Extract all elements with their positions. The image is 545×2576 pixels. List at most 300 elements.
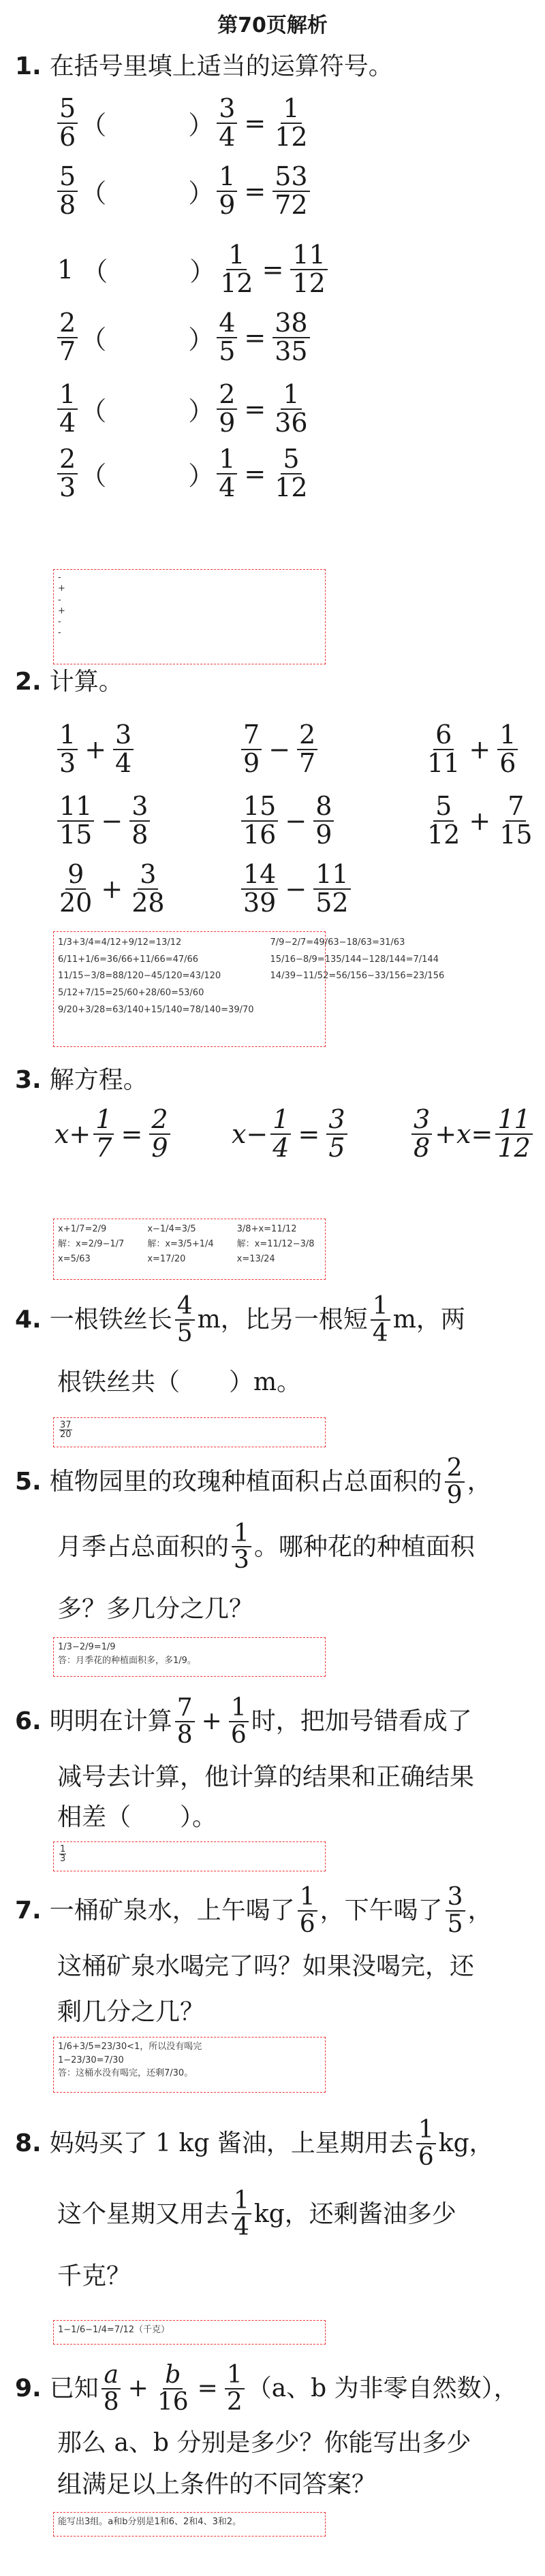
denominator: 9 xyxy=(243,747,260,778)
answers-right-column xyxy=(270,935,445,1044)
equals-sign: = xyxy=(197,2374,218,2403)
fill-operator-row xyxy=(54,446,313,502)
numerator: 1 xyxy=(232,1521,251,1548)
answers-left-column xyxy=(58,935,254,1044)
fraction xyxy=(313,793,334,849)
fraction xyxy=(272,446,309,502)
denominator: 9 xyxy=(219,407,236,438)
answer-box-5 xyxy=(53,1637,326,1677)
text: m，两 xyxy=(392,1306,465,1334)
numerator: b xyxy=(163,2362,183,2389)
denominator: 12 xyxy=(497,1132,531,1163)
answer-operator: - xyxy=(58,617,61,627)
answer-box-2 xyxy=(53,931,445,1047)
paren-open: （ xyxy=(80,178,107,209)
numerator: 5 xyxy=(281,446,301,474)
text: 时，把加号错看成了 xyxy=(251,1707,472,1736)
numerator: 1 xyxy=(281,381,301,410)
fraction xyxy=(446,1884,465,1937)
equals-sign: = xyxy=(298,1118,320,1149)
answer-line: 1/3−2/9=1/9 xyxy=(58,1642,116,1652)
numerator: 1 xyxy=(57,381,78,410)
answer-operator: + xyxy=(58,605,65,616)
text: ， xyxy=(467,1897,493,1925)
fraction xyxy=(57,861,94,917)
question-text: 解方程。 xyxy=(49,1066,148,1094)
text: 。哪种花的种植面积 xyxy=(253,1532,475,1561)
numerator: 4 xyxy=(217,310,237,338)
denominator: 12 xyxy=(292,268,326,298)
fraction xyxy=(155,2362,191,2415)
fraction xyxy=(272,163,309,219)
numerator: 9 xyxy=(65,861,86,890)
fraction xyxy=(313,861,350,917)
numerator: 4 xyxy=(175,1293,195,1321)
fraction xyxy=(297,722,317,777)
operator: − xyxy=(101,805,123,836)
numerator: 1 xyxy=(226,242,247,270)
question-6 xyxy=(15,1695,474,1833)
numerator: 11 xyxy=(495,1106,532,1135)
denominator: 4 xyxy=(272,1132,290,1163)
fraction xyxy=(218,242,255,297)
denominator: 12 xyxy=(275,121,308,152)
denominator: 5 xyxy=(328,1132,345,1163)
denominator: 12 xyxy=(275,472,308,502)
answer-line: 7/9−2/7=49/63−18/63=31/63 xyxy=(270,937,405,948)
denominator: 5 xyxy=(176,1319,193,1347)
answer-line: 3/8+x=11/12 xyxy=(236,1224,297,1234)
denominator: 35 xyxy=(275,336,308,366)
equation-text: +x= xyxy=(435,1118,493,1149)
question-text: 在括号里填上适当的运算符号。 xyxy=(49,52,393,80)
answer-line: 11/15−3/8=88/120−45/120=43/120 xyxy=(58,971,221,982)
numerator: 11 xyxy=(313,861,350,890)
numerator: 1 xyxy=(93,1106,114,1135)
equals-sign: = xyxy=(244,176,266,206)
fill-operator-row xyxy=(54,242,330,297)
denominator: 8 xyxy=(176,1720,193,1749)
denominator: 9 xyxy=(219,189,236,220)
fraction xyxy=(229,1695,249,1748)
text: 组满足以上条件的不同答案？ xyxy=(57,2470,377,2498)
numerator: 5 xyxy=(57,95,78,124)
denominator: 8 xyxy=(414,1132,431,1163)
operator: − xyxy=(268,734,291,764)
text: 根铁丝共（ ）m。 xyxy=(57,1368,302,1396)
fraction xyxy=(93,1106,114,1162)
calc-problem xyxy=(54,793,153,849)
fraction xyxy=(217,163,237,219)
numerator: 1 xyxy=(225,2362,245,2389)
answer-line: 1−1/6−1/4=7/12（千克） xyxy=(58,2325,170,2335)
question-8 xyxy=(15,2117,494,2291)
fill-operator-row xyxy=(54,95,313,151)
calc-problem xyxy=(422,793,538,849)
text: ，下午喝了 xyxy=(320,1897,443,1925)
operator: − xyxy=(285,873,307,904)
denominator: 3 xyxy=(234,1546,249,1575)
answer-line: x−1/4=3/5 xyxy=(147,1224,196,1234)
answer-line: 能写出3组。a和b分别是1和6、2和4、3和2。 xyxy=(58,2517,242,2527)
answer-box-1 xyxy=(53,569,326,664)
question-2 xyxy=(15,667,533,696)
answer-line: 答：这桶水没有喝完，还剩7/30。 xyxy=(58,2068,193,2078)
question-number: 5. xyxy=(15,1468,42,1496)
numerator: 1 xyxy=(497,722,518,750)
numerator: 3 xyxy=(411,1106,432,1135)
numerator: 11 xyxy=(290,242,327,270)
denominator: 20 xyxy=(59,887,93,918)
fraction xyxy=(175,1695,195,1748)
answer-box-8 xyxy=(53,2320,326,2345)
question-4 xyxy=(15,1293,465,1398)
number: 1 xyxy=(57,254,74,285)
answer-operator: - xyxy=(58,573,61,583)
text: 已知 xyxy=(49,2374,99,2403)
answer-line: x+1/7=2/9 xyxy=(58,1224,107,1234)
answer-line: 1/6+3/5=23/30<1，所以没有喝完 xyxy=(58,2042,202,2052)
denominator: 16 xyxy=(157,2387,189,2416)
numerator: 1 xyxy=(57,722,78,750)
fraction xyxy=(497,793,534,849)
fraction xyxy=(371,1293,390,1347)
denominator: 36 xyxy=(275,407,308,438)
numerator: a xyxy=(102,2362,120,2389)
equals-sign: = xyxy=(244,393,266,424)
denominator: 4 xyxy=(234,2213,249,2242)
answer-line: 1−23/30=7/30 xyxy=(58,2055,124,2065)
plus-sign: + xyxy=(127,2374,149,2403)
question-5 xyxy=(15,1455,492,1624)
numerator: 2 xyxy=(217,381,237,410)
numerator: 7 xyxy=(175,1695,195,1722)
denominator: 4 xyxy=(115,747,132,778)
answer-operator: - xyxy=(58,628,61,639)
numerator: 2 xyxy=(149,1106,170,1135)
question-9 xyxy=(15,2362,518,2500)
denominator: 7 xyxy=(299,747,316,778)
denominator: 6 xyxy=(499,747,516,778)
plus-sign: + xyxy=(201,1707,222,1736)
paren-open: （ xyxy=(82,257,108,287)
denominator: 5 xyxy=(447,1910,463,1938)
text: m，比另一根短 xyxy=(197,1306,368,1334)
fraction xyxy=(272,310,309,366)
numerator: 1 xyxy=(371,1293,390,1321)
numerator: 7 xyxy=(241,722,262,750)
question-number: 2. xyxy=(15,668,42,696)
answer-line: 15/16−8/9=135/144−128/144=7/144 xyxy=(270,954,439,965)
equation xyxy=(54,1106,173,1162)
numerator: 1 xyxy=(281,95,301,124)
fraction xyxy=(272,381,309,437)
paren-close: ） xyxy=(189,257,216,287)
numerator: 3 xyxy=(326,1106,347,1135)
denominator: 72 xyxy=(275,189,308,220)
numerator: 5 xyxy=(433,793,454,822)
fraction xyxy=(175,1293,195,1347)
numerator: 2 xyxy=(57,310,78,338)
operator: − xyxy=(285,805,307,836)
fraction xyxy=(326,1106,347,1162)
numerator: 8 xyxy=(313,793,334,822)
paren-open: （ xyxy=(80,110,107,141)
fraction xyxy=(241,793,278,849)
denominator: 20 xyxy=(60,1430,72,1440)
numerator: 3 xyxy=(129,793,150,822)
text: ， xyxy=(467,1468,492,1496)
answer-line: 5/12+7/15=25/60+28/60=53/60 xyxy=(58,988,204,999)
calc-problem xyxy=(422,722,520,777)
numerator: 1 xyxy=(229,1695,249,1722)
fraction xyxy=(129,793,150,849)
denominator: 15 xyxy=(499,819,533,850)
text: kg，还剩酱油多少 xyxy=(253,2200,456,2228)
question-number: 4. xyxy=(15,1306,42,1334)
paren-close: ） xyxy=(188,178,215,209)
fraction xyxy=(495,1106,532,1162)
fraction xyxy=(57,310,78,366)
fraction xyxy=(57,163,78,219)
fill-operator-row xyxy=(54,381,313,437)
question-7 xyxy=(15,1884,493,2027)
numerator: 6 xyxy=(433,722,454,750)
numerator: 7 xyxy=(505,793,526,822)
equals-sign: = xyxy=(244,322,266,353)
fraction xyxy=(241,861,278,917)
operator: + xyxy=(469,805,491,836)
denominator: 4 xyxy=(59,407,76,438)
denominator: 9 xyxy=(151,1132,168,1163)
equals-sign: = xyxy=(244,458,266,489)
numerator: 3 xyxy=(113,722,134,750)
text: 那么 a、b 分别是多少？你能写出多少 xyxy=(57,2428,471,2457)
denominator: 52 xyxy=(315,887,349,918)
numerator: 1 xyxy=(298,1884,317,1912)
paren-open: （ xyxy=(80,461,107,492)
numerator: 14 xyxy=(241,861,278,890)
fraction xyxy=(290,242,327,297)
operator: + xyxy=(101,873,123,904)
numerator: 1 xyxy=(416,2117,436,2144)
operator: + xyxy=(469,734,491,764)
question-number: 8. xyxy=(15,2129,42,2158)
numerator: 37 xyxy=(60,1420,72,1430)
numerator: 3 xyxy=(217,95,237,124)
paren-close: ） xyxy=(188,325,215,355)
answer-line: x=5/63 xyxy=(58,1254,91,1265)
fraction xyxy=(225,2362,245,2415)
text: 减号去计算，他计算的结果和正确结果 xyxy=(57,1762,475,1791)
fill-operator-row xyxy=(54,163,313,219)
equals-sign: = xyxy=(121,1118,143,1149)
operator: + xyxy=(84,734,107,764)
answer-box-3 xyxy=(53,1219,326,1280)
text: （a、b 为非零自然数）， xyxy=(247,2374,518,2403)
calc-problem xyxy=(238,793,337,849)
text: 相差（ ）。 xyxy=(57,1803,217,1831)
numerator: 15 xyxy=(241,793,278,822)
denominator: 5 xyxy=(219,336,236,366)
numerator: 1 xyxy=(270,1106,291,1135)
denominator: 8 xyxy=(131,819,149,850)
fraction xyxy=(113,722,134,777)
equation-text: x+ xyxy=(54,1118,91,1149)
fraction xyxy=(57,95,78,151)
text: 这个星期又用去 xyxy=(57,2200,230,2228)
numerator: 5 xyxy=(57,163,78,192)
paren-open: （ xyxy=(80,396,107,427)
calc-problem xyxy=(54,722,136,777)
text: 明明在计算 xyxy=(49,1707,172,1736)
calc-problem xyxy=(238,722,320,777)
fraction xyxy=(149,1106,170,1162)
denominator: 16 xyxy=(243,819,277,850)
equals-sign: = xyxy=(262,254,284,285)
denominator: 6 xyxy=(230,1720,247,1749)
denominator: 8 xyxy=(59,189,76,220)
denominator: 7 xyxy=(59,336,76,366)
denominator: 11 xyxy=(427,747,461,778)
paren-close: ） xyxy=(188,461,215,492)
answer-column xyxy=(237,1222,315,1276)
answer-column xyxy=(58,1222,124,1276)
text: 剩几分之几？ xyxy=(57,1997,205,2026)
fraction xyxy=(217,310,237,366)
text: 这桶矿泉水喝完了吗？如果没喝完，还 xyxy=(57,1952,475,1980)
answer-line: 解：x=2/9−1/7 xyxy=(58,1239,125,1250)
fraction xyxy=(129,861,166,917)
fraction xyxy=(411,1106,432,1162)
question-number: 1. xyxy=(15,52,42,80)
answer-line: 14/39−11/52=56/156−33/156=23/156 xyxy=(270,971,445,982)
fraction xyxy=(102,2362,121,2415)
answer-line: 答：月季花的种植面积多，多1/9。 xyxy=(58,1655,196,1666)
question-3 xyxy=(15,1065,533,1095)
equals-sign: = xyxy=(244,108,266,138)
question-number: 6. xyxy=(15,1707,42,1736)
calc-problem xyxy=(54,861,170,917)
denominator: 4 xyxy=(372,1319,388,1347)
fraction xyxy=(497,722,518,777)
fraction xyxy=(232,1521,251,1574)
denominator: 15 xyxy=(59,819,93,850)
answer-box-6 xyxy=(53,1841,326,1871)
numerator: 1 xyxy=(60,1844,66,1854)
answer-line: 9/20+3/28=63/140+15/140=78/140=39/70 xyxy=(58,1004,254,1015)
denominator: 9 xyxy=(315,819,332,850)
denominator: 7 xyxy=(95,1132,112,1163)
text: 月季占总面积的 xyxy=(57,1532,230,1561)
question-number: 7. xyxy=(15,1897,42,1925)
denominator: 9 xyxy=(446,1481,463,1509)
numerator: 2 xyxy=(57,446,78,474)
answer-operator: - xyxy=(58,594,61,605)
paren-open: （ xyxy=(80,325,107,355)
text: 妈妈买了 1 kg 酱油，上星期用去 xyxy=(49,2129,414,2158)
text: 千克？ xyxy=(57,2262,131,2291)
denominator: 12 xyxy=(427,819,461,850)
question-text: 计算。 xyxy=(49,668,123,696)
answer-box-7 xyxy=(53,2037,326,2093)
fraction xyxy=(217,95,237,151)
text: 一桶矿泉水，上午喝了 xyxy=(49,1897,295,1925)
denominator: 6 xyxy=(59,121,76,152)
answer-box-4 xyxy=(53,1417,326,1447)
equation xyxy=(409,1106,535,1162)
fraction xyxy=(232,2188,251,2241)
denominator: 8 xyxy=(103,2387,119,2416)
paren-close: ） xyxy=(188,110,215,141)
denominator: 12 xyxy=(220,268,253,298)
fraction xyxy=(57,722,78,777)
fraction xyxy=(416,2117,436,2170)
denominator: 6 xyxy=(418,2142,434,2171)
numerator: 2 xyxy=(297,722,317,750)
answer-operator: + xyxy=(58,583,65,594)
denominator: 4 xyxy=(219,472,236,502)
denominator: 2 xyxy=(226,2387,243,2416)
fraction xyxy=(445,1455,465,1509)
answer-line: 1/3+3/4=4/12+9/12=13/12 xyxy=(58,937,182,948)
numerator: 3 xyxy=(138,861,158,890)
paren-close: ） xyxy=(188,396,215,427)
fraction xyxy=(425,793,462,849)
answer-line: x=17/20 xyxy=(147,1254,186,1265)
numerator: 11 xyxy=(57,793,94,822)
answer-line: 6/11+1/6=36/66+11/66=47/66 xyxy=(58,954,199,965)
fraction xyxy=(57,793,94,849)
answer-column xyxy=(147,1222,213,1276)
numerator: 3 xyxy=(446,1884,465,1912)
question-number: 3. xyxy=(15,1066,42,1094)
text: 一根铁丝长 xyxy=(49,1306,172,1334)
denominator: 4 xyxy=(219,121,236,152)
answer-line: x=13/24 xyxy=(236,1254,275,1265)
equation xyxy=(232,1106,350,1162)
fraction xyxy=(217,446,237,502)
numerator: 38 xyxy=(272,310,309,338)
fraction xyxy=(57,446,78,502)
numerator: 2 xyxy=(445,1455,465,1483)
numerator: 1 xyxy=(232,2188,251,2215)
text: kg， xyxy=(438,2129,494,2158)
answer-line: 解：x=11/12−3/8 xyxy=(236,1239,315,1250)
denominator: 6 xyxy=(299,1910,315,1938)
denominator: 28 xyxy=(131,887,165,918)
calc-problem xyxy=(238,861,354,917)
answer-line: 解：x=3/5+1/4 xyxy=(147,1239,214,1250)
equation-text: x− xyxy=(232,1118,268,1149)
page-title: 第70页解析 xyxy=(217,14,328,37)
fraction xyxy=(425,722,462,777)
question-number: 9. xyxy=(15,2374,42,2403)
fraction xyxy=(270,1106,291,1162)
denominator: 39 xyxy=(243,887,277,918)
denominator: 3 xyxy=(60,1854,66,1864)
fraction xyxy=(272,95,309,151)
fraction xyxy=(298,1884,317,1937)
denominator: 3 xyxy=(59,472,76,502)
answer-box-9 xyxy=(53,2512,326,2537)
numerator: 1 xyxy=(217,163,237,192)
text: 多？多几分之几？ xyxy=(57,1595,254,1624)
fraction xyxy=(217,381,237,437)
fraction xyxy=(241,722,262,777)
denominator: 3 xyxy=(59,747,76,778)
question-1 xyxy=(15,52,533,81)
